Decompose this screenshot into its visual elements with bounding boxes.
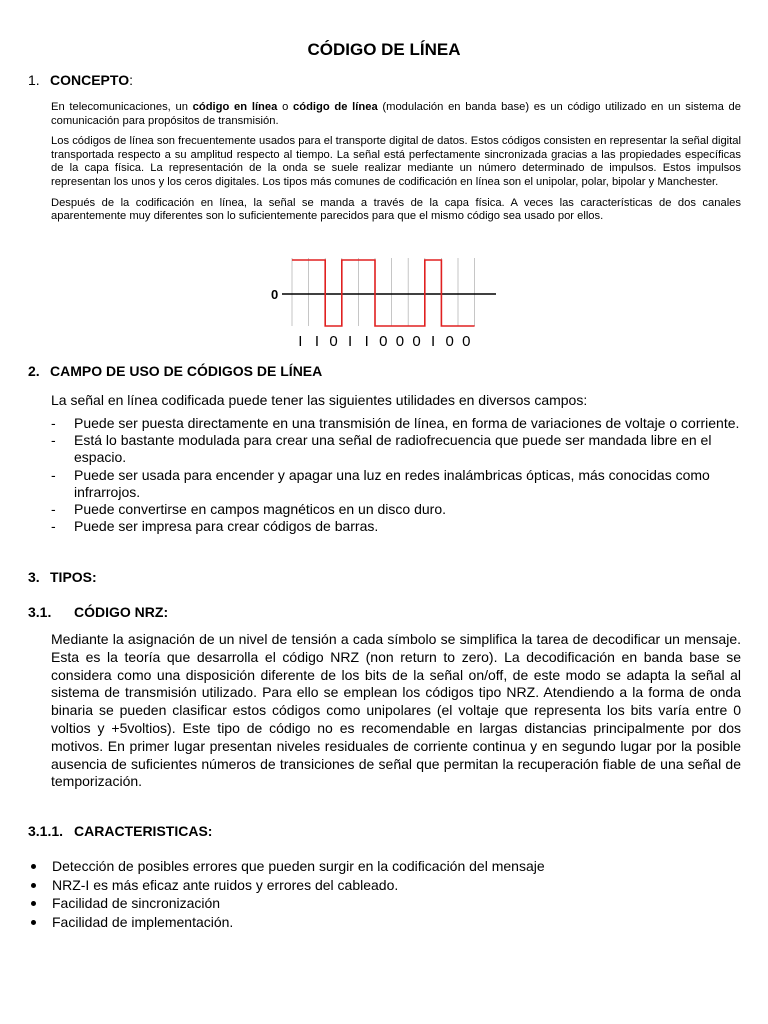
uses-list — [51, 415, 741, 535]
signal-bit-labels — [298, 333, 470, 350]
list-marker: - — [51, 466, 56, 483]
characteristics-list — [28, 857, 738, 931]
signal-bit-label: 0 — [329, 333, 338, 350]
signal-grid — [292, 258, 475, 326]
section-2-number: 2. — [28, 363, 40, 379]
signal-bit-label: 0 — [462, 333, 471, 350]
signal-waveform — [292, 260, 475, 326]
list-item — [28, 857, 738, 876]
list-item-text: Puede ser puesta directamente en una transmisión de línea, en forma de variaciones de voltaje o corriente. — [74, 415, 740, 431]
concept-p1-bold-1: código en línea — [192, 101, 278, 113]
section-1-colon: : — [129, 72, 133, 88]
section-1-heading — [28, 72, 133, 88]
list-item — [28, 894, 738, 913]
signal-bit-label: 0 — [379, 333, 388, 350]
concept-paragraph-1 — [51, 101, 741, 128]
bullet-icon — [31, 883, 36, 888]
bullet-icon — [31, 864, 36, 869]
list-item-text: Puede ser impresa para crear códigos de barras. — [74, 518, 379, 535]
section-2-title: CAMPO DE USO DE CÓDIGOS DE LÍNEA — [50, 363, 323, 379]
section-2-heading — [28, 363, 322, 379]
concept-paragraph-3: Después de la codificación en línea, la señal se manda a través de la capa física. A veces las características de dos canales aparentemente muy diferentes son lo suficientemente parecidos para que el mismo código sea usado por ellos. — [51, 196, 741, 223]
list-item-text: Facilidad de sincronización — [52, 895, 221, 911]
section-2-intro: La señal en línea codificada puede tener las siguientes utilidades en diversos campos: — [51, 392, 588, 408]
page-title: CÓDIGO DE LÍNEA — [307, 40, 461, 59]
section-3-1-1-number: 3.1.1. — [28, 823, 64, 839]
section-3-heading — [28, 569, 97, 585]
nrz-description: Mediante la asignación de un nivel de tensión a cada símbolo se simplifica la tarea de decodificar un mensaje. Esta es la teoría que desarrolla el código NRZ (non return to zero). La decodificación en banda base se considera como una disposición diferente de los bits de la señal on/off, de este modo se adapta la señal al sistema de transmisión utilizado. Para ello se emplean los códigos tipo NRZ. Atendiendo a la forma de onda binaria se pueden clasificar estos códigos como unipolares (el voltaje que representa los bits varía entre 0 voltios y +5voltios). Este tipo de código no es recomendable en largas distancias principalmente por dos motivos. En primer lugar presentan niveles residuales de corriente continua y en segundo lugar por la posible ausencia de suficientes números de transiciones de señal que permitan la recuperación fiable de una señal de temporización. — [51, 631, 741, 790]
list-item-text: Está lo bastante modulada para crear una señal de radiofrecuencia que puede ser mandada libre en el espacio. — [74, 432, 712, 466]
signal-bit-label: I — [298, 333, 303, 350]
list-item-text: Puede ser usada para encender y apagar una luz en redes inalámbricas ópticas, más conocidas como infrarrojos. — [74, 466, 710, 500]
signal-bit-label: I — [364, 333, 369, 350]
list-item — [51, 501, 741, 518]
bullet-icon — [31, 920, 36, 925]
section-3-1-1-title: CARACTERISTICAS: — [74, 823, 213, 839]
section-3-1-number: 3.1. — [28, 604, 52, 620]
concept-p1-post: (modulación en banda base) es un código utilizado en un sistema de comunicación para propósitos de transmisión. — [51, 101, 741, 127]
list-item — [51, 518, 741, 535]
signal-zero-label: 0 — [271, 287, 279, 302]
signal-bit-label: 0 — [445, 333, 454, 350]
signal-bit-label: I — [314, 333, 319, 350]
section-3-title: TIPOS: — [50, 569, 97, 585]
list-marker: - — [51, 432, 56, 449]
list-item-text: NRZ-I es más eficaz ante ruidos y errores del cableado. — [52, 876, 399, 893]
section-3-1-1-heading — [28, 823, 212, 839]
list-item-text: Puede convertirse en campos magnéticos en un disco duro. — [74, 501, 446, 518]
list-marker: - — [51, 501, 56, 518]
bullet-icon — [31, 901, 36, 906]
list-item — [28, 876, 738, 895]
list-item — [51, 415, 741, 432]
list-item — [51, 467, 741, 501]
list-item — [51, 432, 741, 466]
list-item-text: Facilidad de implementación. — [52, 913, 234, 930]
signal-bit-label: I — [431, 333, 436, 350]
concept-p1-bold-2: código de línea — [293, 101, 378, 113]
list-marker: - — [51, 518, 56, 535]
list-item-text: Detección de posibles errores que pueden surgir en la codificación del mensaje — [52, 858, 545, 874]
list-marker: - — [51, 415, 56, 431]
signal-bit-label: 0 — [412, 333, 421, 350]
concept-paragraph-2: Los códigos de línea son frecuentemente usados para el transporte digital de datos. Estos códigos consisten en representar la señal digital transportada respecto a su amplitud respecto al tiempo. La señal está perfectamente sincronizada gracias a las propiedades específicas de la capa física. La representación de la onda se suele realizar mediante un número determinado de impulsos. Estos impulsos representan los unos y los ceros digitales. Los tipos más comunes de codificación en línea son el unipolar, polar, bipolar y Manchester. — [51, 135, 741, 188]
section-1-number: 1. — [28, 72, 40, 88]
concept-p1-pre: En telecomunicaciones, un — [51, 101, 193, 113]
section-3-1-title: CÓDIGO NRZ: — [74, 604, 169, 620]
concept-p1-mid: o — [277, 101, 294, 113]
list-item — [28, 913, 738, 932]
section-3-number: 3. — [28, 569, 40, 585]
line-code-signal-diagram — [268, 254, 508, 354]
section-3-1-heading — [28, 604, 168, 620]
section-1-title: CONCEPTO — [50, 72, 130, 88]
signal-bit-label: 0 — [395, 333, 405, 350]
section-1-body — [51, 101, 741, 231]
signal-bit-label: I — [348, 333, 353, 350]
